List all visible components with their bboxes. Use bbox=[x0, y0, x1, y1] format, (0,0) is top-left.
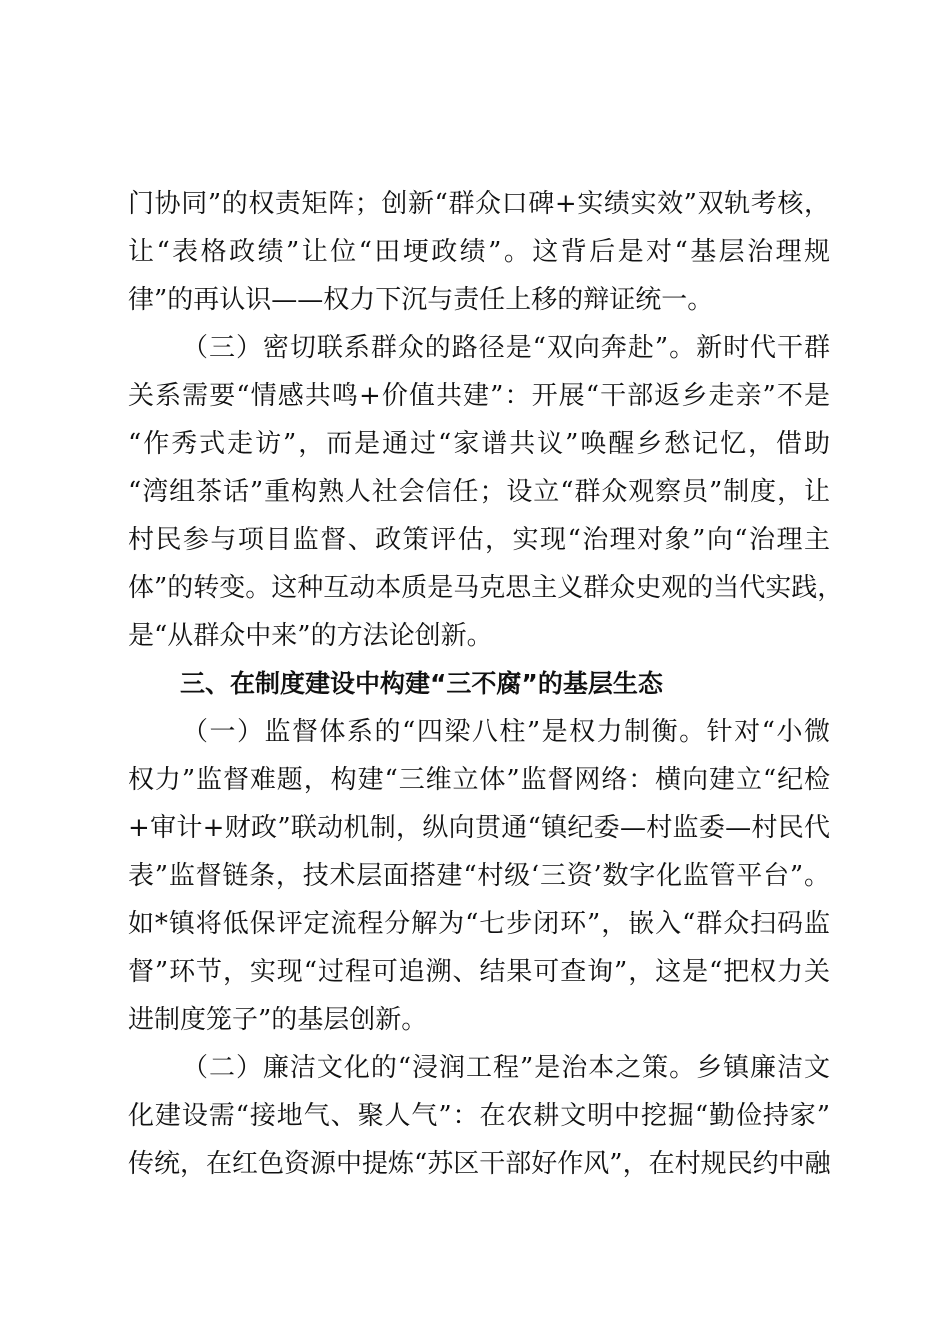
body-line: 是“从群众中来”的方法论创新。 bbox=[128, 621, 493, 651]
paragraph-start-line: （二）廉洁文化的“浸润工程”是治本之策。乡镇廉洁文 bbox=[182, 1053, 830, 1083]
body-line: 如*镇将低保评定流程分解为“七步闭环”，嵌入“群众扫码监 bbox=[128, 909, 830, 939]
body-line: 传统，在红色资源中提炼“苏区干部好作风”，在村规民约中融 bbox=[128, 1149, 831, 1179]
body-line: 村民参与项目监督、政策评估，实现“治理对象”向“治理主 bbox=[128, 525, 830, 555]
body-line: 化建设需“接地气、聚人气”：在农耕文明中挖掘“勤俭持家” bbox=[128, 1101, 830, 1131]
body-line: 督”环节，实现“过程可追溯、结果可查询”，这是“把权力关 bbox=[128, 957, 830, 987]
body-line: 权力”监督难题，构建“三维立体”监督网络：横向建立“纪检 bbox=[128, 765, 830, 795]
body-line: 让“表格政绩”让位“田埂政绩”。这背后是对“基层治理规 bbox=[128, 237, 830, 267]
body-line: 体”的转变。这种互动本质是马克思主义群众史观的当代实践， bbox=[128, 573, 844, 603]
body-line: +审计+财政”联动机制，纵向贯通“镇纪委—村监委—村民代 bbox=[128, 813, 830, 843]
section-heading: 三、在制度建设中构建“三不腐”的基层生态 bbox=[180, 669, 663, 698]
body-line: 律”的再认识——权力下沉与责任上移的辩证统一。 bbox=[128, 285, 714, 315]
body-line: 表”监督链条，技术层面搭建“村级‘三资’数字化监管平台”。 bbox=[128, 861, 830, 891]
body-line: “湾组茶话”重构熟人社会信任；设立“群众观察员”制度，让 bbox=[128, 477, 830, 507]
body-line: “作秀式走访”，而是通过“家谱共议”唤醒乡愁记忆，借助 bbox=[128, 429, 830, 459]
paragraph-start-line: （一）监督体系的“四梁八柱”是权力制衡。针对“小微 bbox=[182, 717, 830, 747]
body-line: 进制度笼子”的基层创新。 bbox=[128, 1005, 428, 1035]
document-body bbox=[128, 180, 844, 1188]
body-line: 门协同”的权责矩阵；创新“群众口碑+实绩实效”双轨考核， bbox=[128, 189, 830, 219]
body-line: 关系需要“情感共鸣+价值共建”：开展“干部返乡走亲”不是 bbox=[128, 381, 830, 411]
paragraph-start-line: （三）密切联系群众的路径是“双向奔赴”。新时代干群 bbox=[182, 333, 830, 363]
